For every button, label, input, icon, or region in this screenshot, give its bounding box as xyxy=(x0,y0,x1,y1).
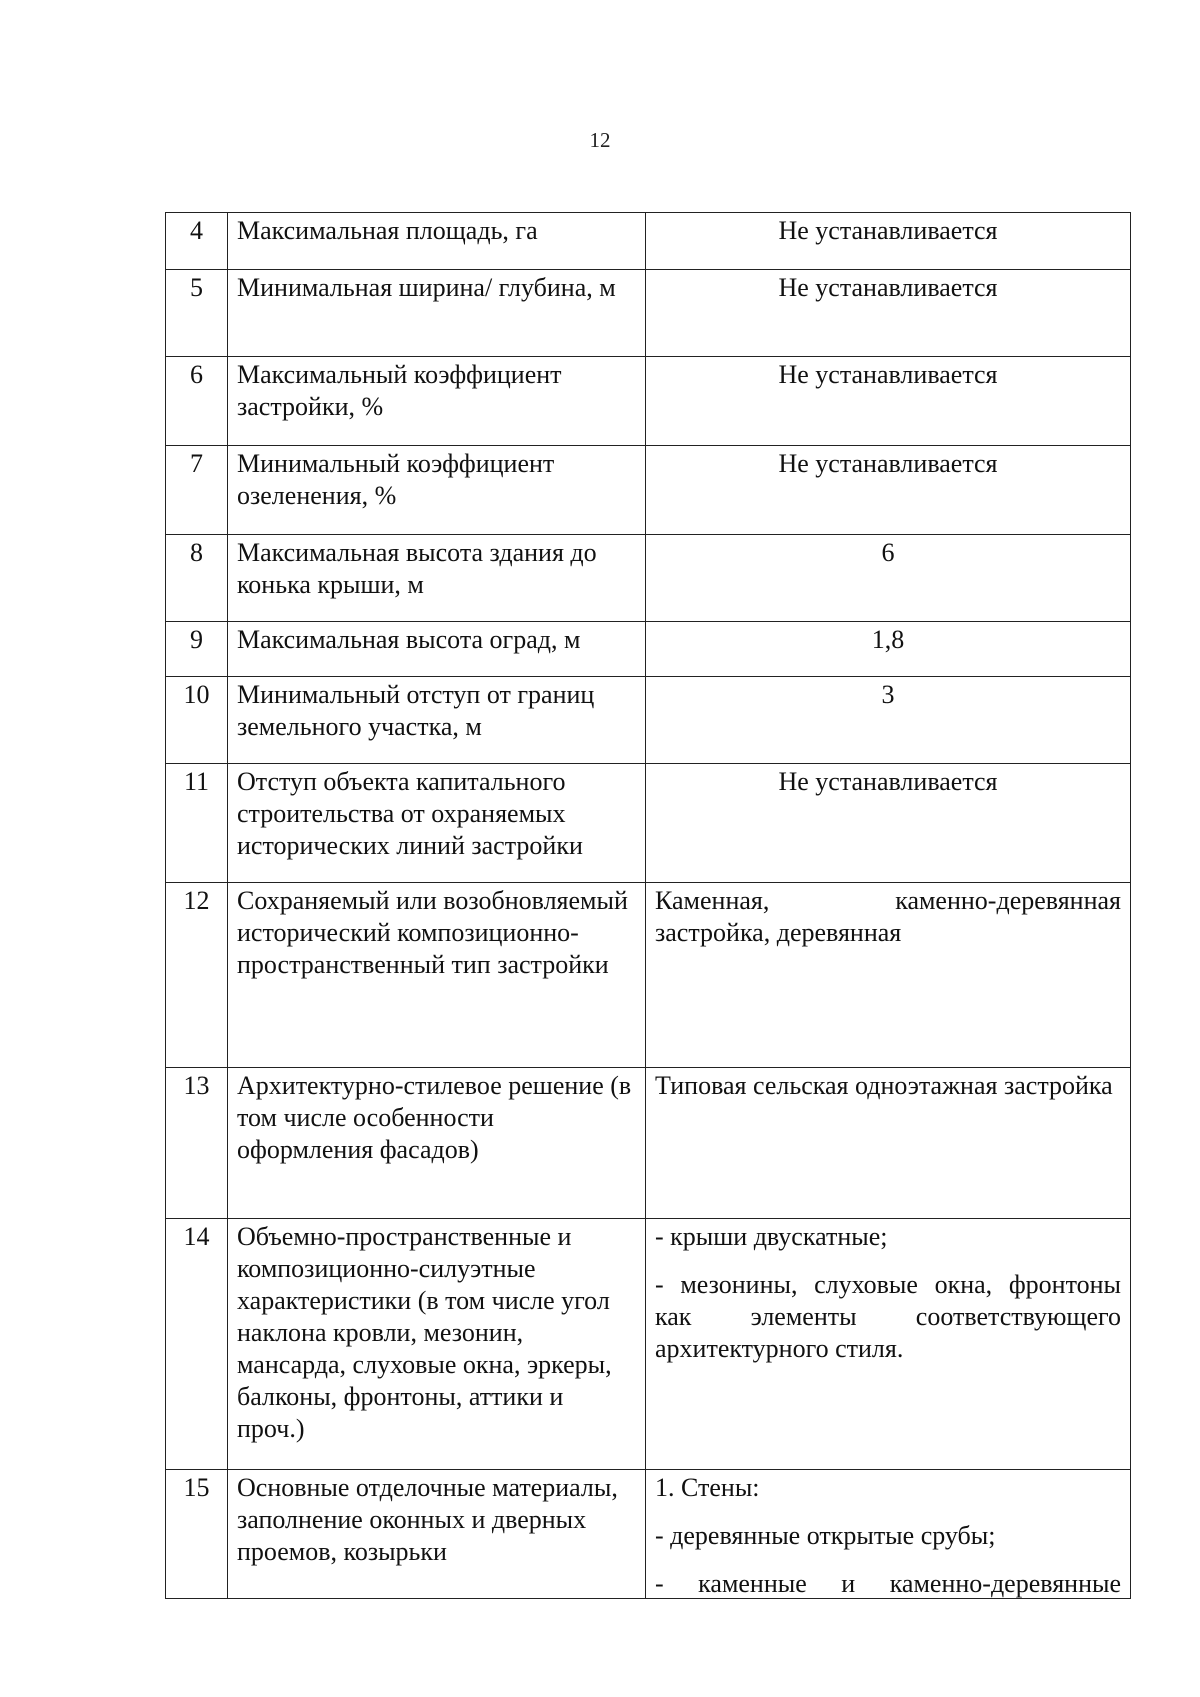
value-item: - каменные и каменно-деревянные xyxy=(655,1569,1121,1598)
row-number: 9 xyxy=(166,622,228,677)
parameter-value: 3 xyxy=(646,677,1131,764)
parameter-value: Типовая сельская одноэтажная застройка xyxy=(646,1068,1131,1219)
table-row xyxy=(166,764,1131,883)
table-row xyxy=(166,1219,1131,1470)
parameter-name: Минимальный коэффициент озеленения, % xyxy=(228,446,646,535)
parameter-name: Объемно-пространственные и композиционно-силуэтные характеристики (в том числе угол наклона кровли, мезонин, мансарда, слуховые окна, эркеры, балконы, фронтоны, аттики и проч.) xyxy=(228,1219,646,1470)
value-item: - деревянные открытые срубы; xyxy=(655,1521,996,1550)
parameter-name: Минимальный отступ от границ земельного участка, м xyxy=(228,677,646,764)
row-number: 12 xyxy=(166,883,228,1068)
table-row xyxy=(166,270,1131,357)
parameter-name: Минимальная ширина/ глубина, м xyxy=(228,270,646,357)
parameter-name: Архитектурно-стилевое решение (в том числе особенности оформления фасадов) xyxy=(228,1068,646,1219)
value-item: - мезонины, слуховые окна, фронтоны как элементы соответствующего архитектурного стиля. xyxy=(655,1270,1121,1363)
row-number: 11 xyxy=(166,764,228,883)
parameter-value: Не устанавливается xyxy=(646,764,1131,883)
table-row xyxy=(166,535,1131,622)
table-row xyxy=(166,1068,1131,1219)
table-row xyxy=(166,446,1131,535)
parameter-value: Не устанавливается xyxy=(646,446,1131,535)
parameter-name: Отступ объекта капитального строительства от охраняемых исторических линий застройки xyxy=(228,764,646,883)
table-row xyxy=(166,213,1131,270)
row-number: 15 xyxy=(166,1470,228,1599)
row-number: 4 xyxy=(166,213,228,270)
row-number: 8 xyxy=(166,535,228,622)
table-row xyxy=(166,883,1131,1068)
row-number: 10 xyxy=(166,677,228,764)
parameter-name: Максимальная площадь, га xyxy=(228,213,646,270)
table-row xyxy=(166,1470,1131,1599)
table-row xyxy=(166,357,1131,446)
row-number: 14 xyxy=(166,1219,228,1470)
row-number: 7 xyxy=(166,446,228,535)
parameter-name: Максимальная высота оград, м xyxy=(228,622,646,677)
parameter-value: 1,8 xyxy=(646,622,1131,677)
row-number: 5 xyxy=(166,270,228,357)
parameter-name: Сохраняемый или возобновляемый исторический композиционно-пространственный тип застройки xyxy=(228,883,646,1068)
parameter-name: Максимальный коэффициент застройки, % xyxy=(228,357,646,446)
parameter-value: Не устанавливается xyxy=(646,357,1131,446)
parameter-value xyxy=(646,1470,1131,1599)
parameter-name: Основные отделочные материалы, заполнение оконных и дверных проемов, козырьки xyxy=(228,1470,646,1599)
page-number: 12 xyxy=(589,128,611,152)
parameter-value: Каменная, каменно-деревянная застройка, деревянная xyxy=(646,883,1131,1068)
value-item: 1. Стены: xyxy=(655,1473,760,1502)
row-number: 6 xyxy=(166,357,228,446)
parameter-value: Не устанавливается xyxy=(646,213,1131,270)
parameter-value xyxy=(646,1219,1131,1470)
value-item: - крыши двускатные; xyxy=(655,1222,888,1251)
parameter-name: Максимальная высота здания до конька крыши, м xyxy=(228,535,646,622)
parameter-value: 6 xyxy=(646,535,1131,622)
regulations-table xyxy=(165,212,1131,1599)
parameter-value: Не устанавливается xyxy=(646,270,1131,357)
table-row xyxy=(166,677,1131,764)
row-number: 13 xyxy=(166,1068,228,1219)
table-row xyxy=(166,622,1131,677)
